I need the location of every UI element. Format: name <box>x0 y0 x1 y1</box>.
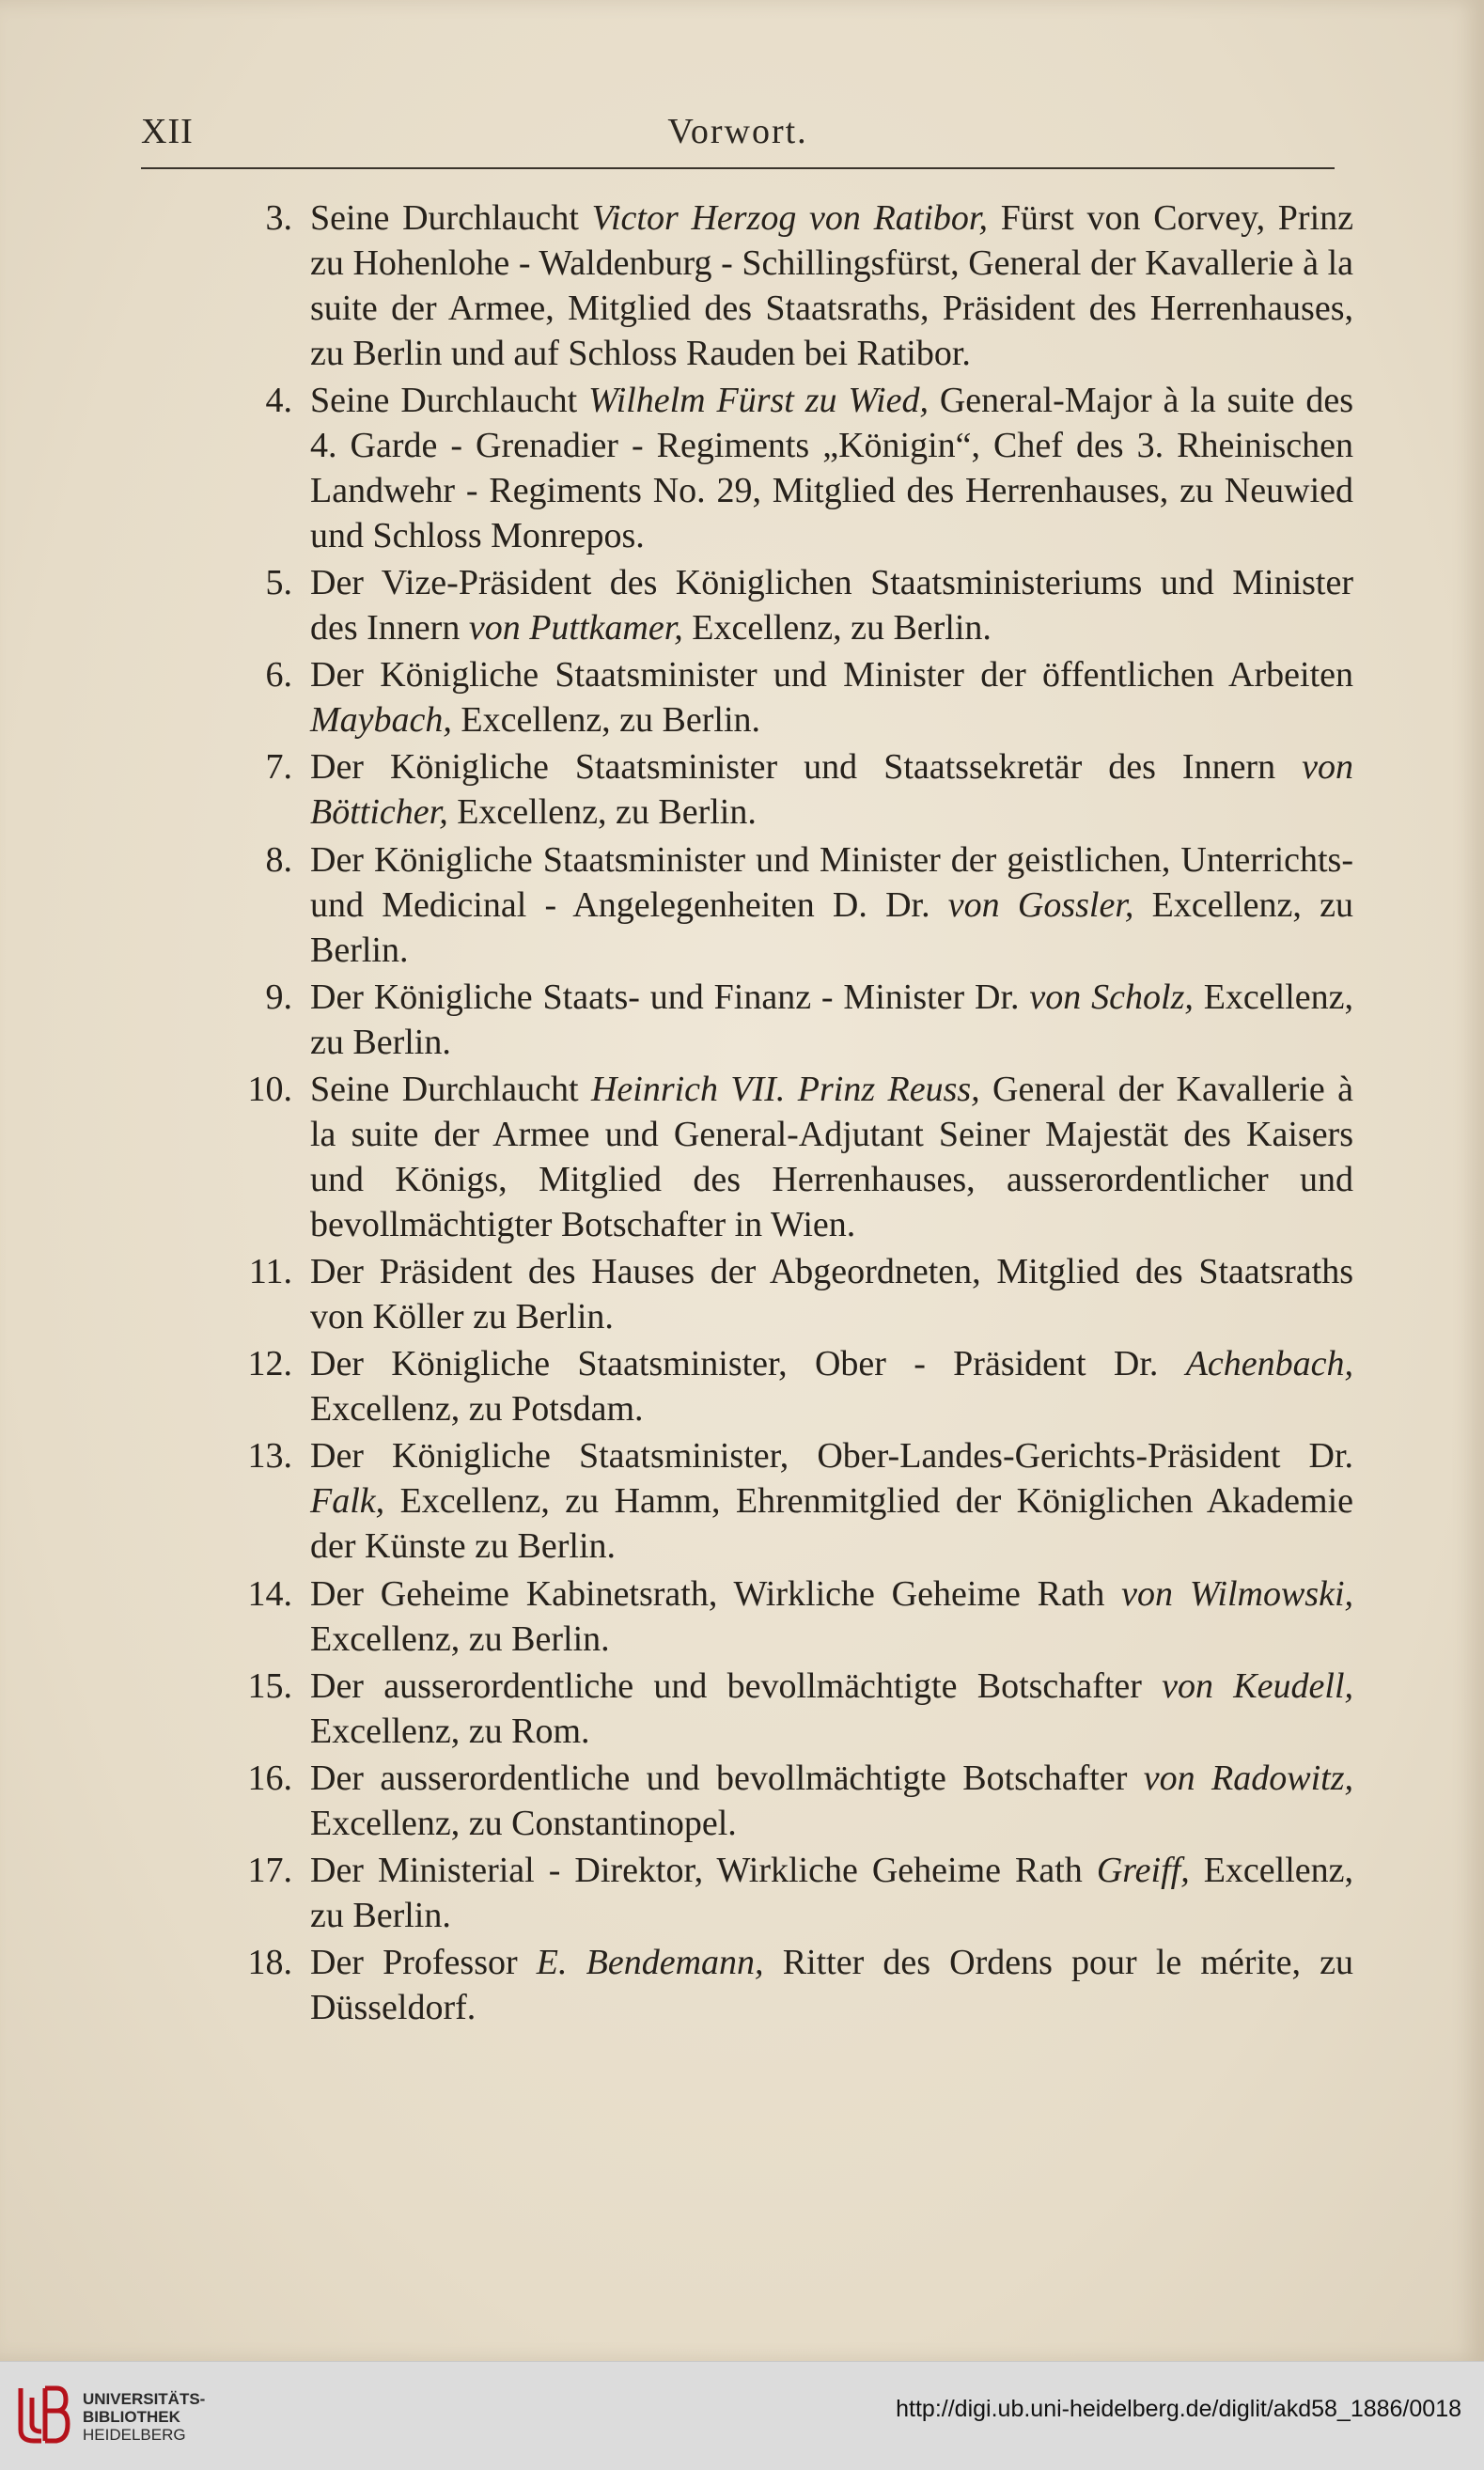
entry-text-run: Ritter des Ordens pour le mérite, zu Düsseldorf. <box>310 1943 1353 2027</box>
entry-number: 11. <box>248 1252 292 1291</box>
entry-name-italic: Wilhelm Fürst zu Wied, <box>588 381 929 420</box>
entry-text <box>310 652 1353 743</box>
library-name-line: HEIDELBERG <box>83 2426 186 2444</box>
entry-number: 3. <box>265 198 292 238</box>
entry-name-italic: Heinrich VII. Prinz Reuss, <box>590 1070 980 1109</box>
entry-text-run: Der Königliche Staats- und Finanz - Minister Dr. <box>310 977 1030 1017</box>
entry-number: 14. <box>247 1574 292 1614</box>
entry-text-run: Seine Durchlaucht <box>310 198 592 238</box>
list-item <box>240 744 1353 835</box>
entry-name-italic: Greiff, <box>1096 1851 1190 1890</box>
entry-text-run: Excellenz, zu Potsdam. <box>310 1389 644 1429</box>
entry-text <box>310 837 1353 973</box>
entry-text <box>310 1067 1353 1247</box>
entry-name-italic: Falk, <box>310 1481 385 1521</box>
entry-text <box>310 1341 1353 1431</box>
entry-number: 12. <box>247 1344 292 1384</box>
entry-text-run: Der Königliche Staatsminister und Staatssekretär des Innern <box>310 747 1303 787</box>
entry-name-italic: von Bötticher, <box>310 747 1353 832</box>
page-header <box>141 111 1335 169</box>
entry-text-run: Der Ministerial - Direktor, Wirkliche Geheime Rath <box>310 1851 1097 1890</box>
entry-text-run: Excellenz, zu Constantinopel. <box>310 1804 737 1843</box>
entry-text-run: General der Kavallerie à la suite der Armee und General-Adjutant Seiner Majestät des Kaisers und Königs, Mitglied des Herrenhauses, ausserordentlicher und bevollmächtigter Botschafter in Wien. <box>310 1070 1354 1244</box>
entry-text <box>310 378 1353 558</box>
entry-text <box>310 1940 1353 2030</box>
entry-text-run: Excellenz, zu Berlin. <box>682 608 992 648</box>
library-name-line: BIBLIOTHEK <box>83 2408 180 2426</box>
entry-name-italic: Maybach, <box>310 700 452 740</box>
entry-text <box>310 1249 1353 1339</box>
running-title: Vorwort. <box>667 112 808 151</box>
entry-text-run: Der Geheime Kabinetsrath, Wirkliche Geheime Rath <box>310 1574 1122 1614</box>
entry-text-run: Excellenz, zu Berlin. <box>310 1851 1353 1935</box>
entry-text-run: Der Präsident des Hauses der Abgeordneten, Mitglied des Staatsraths von Köller zu Berlin. <box>310 1252 1353 1337</box>
entry-number: 15. <box>247 1666 292 1706</box>
ub-heidelberg-logo-icon <box>13 2381 73 2448</box>
entry-text <box>310 1664 1353 1754</box>
entry-text-run: Excellenz, zu Berlin. <box>310 1619 610 1659</box>
list-item <box>240 1571 1353 1662</box>
list-item <box>240 1940 1353 2030</box>
list-item <box>240 195 1353 376</box>
library-name <box>83 2390 205 2444</box>
entry-name-italic: von Scholz, <box>1029 977 1194 1017</box>
entry-name-italic: von Keudell, <box>1162 1666 1353 1706</box>
entry-text-run: Der Königliche Staatsminister und Minister der geistlichen, Unterrichts- und Medicinal - Angelegenheiten D. Dr. <box>310 840 1353 925</box>
entry-number: 17. <box>247 1851 292 1890</box>
entry-text-run: Der ausserordentliche und bevollmächtigte Botschafter <box>310 1759 1144 1798</box>
entry-number: 8. <box>265 840 292 880</box>
entry-text-run: Der Professor <box>310 1943 537 1982</box>
entry-number: 4. <box>265 381 292 420</box>
entry-number: 9. <box>265 977 292 1017</box>
entry-number: 18. <box>247 1943 292 1982</box>
entry-text-run: Excellenz, zu Berlin. <box>310 977 1354 1062</box>
entry-text-run: Seine Durchlaucht <box>310 1070 591 1109</box>
library-name-line: UNIVERSITÄTS- <box>83 2390 206 2408</box>
entry-text-run: Der Vize-Präsident des Königlichen Staatsministeriums und Minister des Innern <box>310 563 1353 648</box>
permalink-url[interactable]: http://digi.ub.uni-heidelberg.de/diglit/akd58_1886/0018 <box>896 2396 1461 2422</box>
entry-text <box>310 1756 1353 1846</box>
entry-text-run: Der Königliche Staatsminister, Ober - Präsident Dr. <box>310 1344 1186 1384</box>
entry-text <box>310 975 1353 1065</box>
entry-text-run: Excellenz, zu Hamm, Ehrenmitglied der Königlichen Akademie der Künste zu Berlin. <box>310 1481 1353 1566</box>
entry-name-italic: von Radowitz, <box>1143 1759 1353 1798</box>
entry-text <box>310 195 1353 376</box>
entry-name-italic: von Puttkamer, <box>468 608 683 648</box>
list-item <box>240 1848 1353 1938</box>
entry-name-italic: Victor Herzog von Ratibor, <box>591 198 988 238</box>
entry-number: 6. <box>265 655 292 695</box>
entry-text <box>310 560 1353 650</box>
page-number: XII <box>141 112 194 151</box>
entry-text-run: Fürst von Corvey, Prinz zu Hohenlohe - Waldenburg - Schillingsfürst, General der Kavallerie à la suite der Armee, Mitglied des Staatsraths, Präsident des Herrenhauses, zu Berlin und auf Schloss Rauden bei Ratibor. <box>310 198 1353 373</box>
entry-text <box>310 1571 1353 1662</box>
entry-text-run: Excellenz, zu Rom. <box>310 1712 590 1751</box>
list-item <box>240 1341 1353 1431</box>
entry-text-run: Excellenz, zu Berlin. <box>310 885 1353 970</box>
entry-list <box>240 195 1353 2030</box>
entry-name-italic: von Gossler, <box>947 885 1134 925</box>
list-item <box>240 1067 1353 1247</box>
entry-text <box>310 1848 1353 1938</box>
entry-name-italic: Achenbach, <box>1185 1344 1353 1384</box>
list-item <box>240 975 1353 1065</box>
entry-text <box>310 1433 1353 1569</box>
list-item <box>240 1249 1353 1339</box>
entry-number: 10. <box>247 1070 292 1109</box>
entry-text-run: Excellenz, zu Berlin. <box>451 700 761 740</box>
entry-text-run: General-Major à la suite des 4. Garde - Grenadier - Regiments „Königin“, Chef des 3. Rheinischen Landwehr - Regiments No. 29, Mitglied des Herrenhauses, zu Neuwied und Schloss Monrepos. <box>310 381 1353 555</box>
entry-text-run: Der ausserordentliche und bevollmächtigte Botschafter <box>310 1666 1163 1706</box>
footer-bar <box>0 2361 1484 2470</box>
list-item <box>240 378 1353 558</box>
entry-text-run: Excellenz, zu Berlin. <box>447 792 757 832</box>
list-item <box>240 1433 1353 1569</box>
entry-name-italic: E. Bendemann, <box>536 1943 764 1982</box>
entry-text-run: Der Königliche Staatsminister und Minister der öffentlichen Arbeiten <box>310 655 1353 695</box>
entry-text-run: Der Königliche Staatsminister, Ober-Landes-Gerichts-Präsident Dr. <box>310 1436 1353 1476</box>
list-item <box>240 1756 1353 1846</box>
entry-text <box>310 744 1353 835</box>
entry-name-italic: von Wilmowski, <box>1121 1574 1354 1614</box>
list-item <box>240 652 1353 743</box>
list-item <box>240 560 1353 650</box>
entry-text-run: Seine Durchlaucht <box>310 381 589 420</box>
entry-number: 13. <box>247 1436 292 1476</box>
entry-number: 7. <box>265 747 292 787</box>
list-item <box>240 837 1353 973</box>
entry-number: 16. <box>247 1759 292 1798</box>
entry-number: 5. <box>265 563 292 602</box>
list-item <box>240 1664 1353 1754</box>
